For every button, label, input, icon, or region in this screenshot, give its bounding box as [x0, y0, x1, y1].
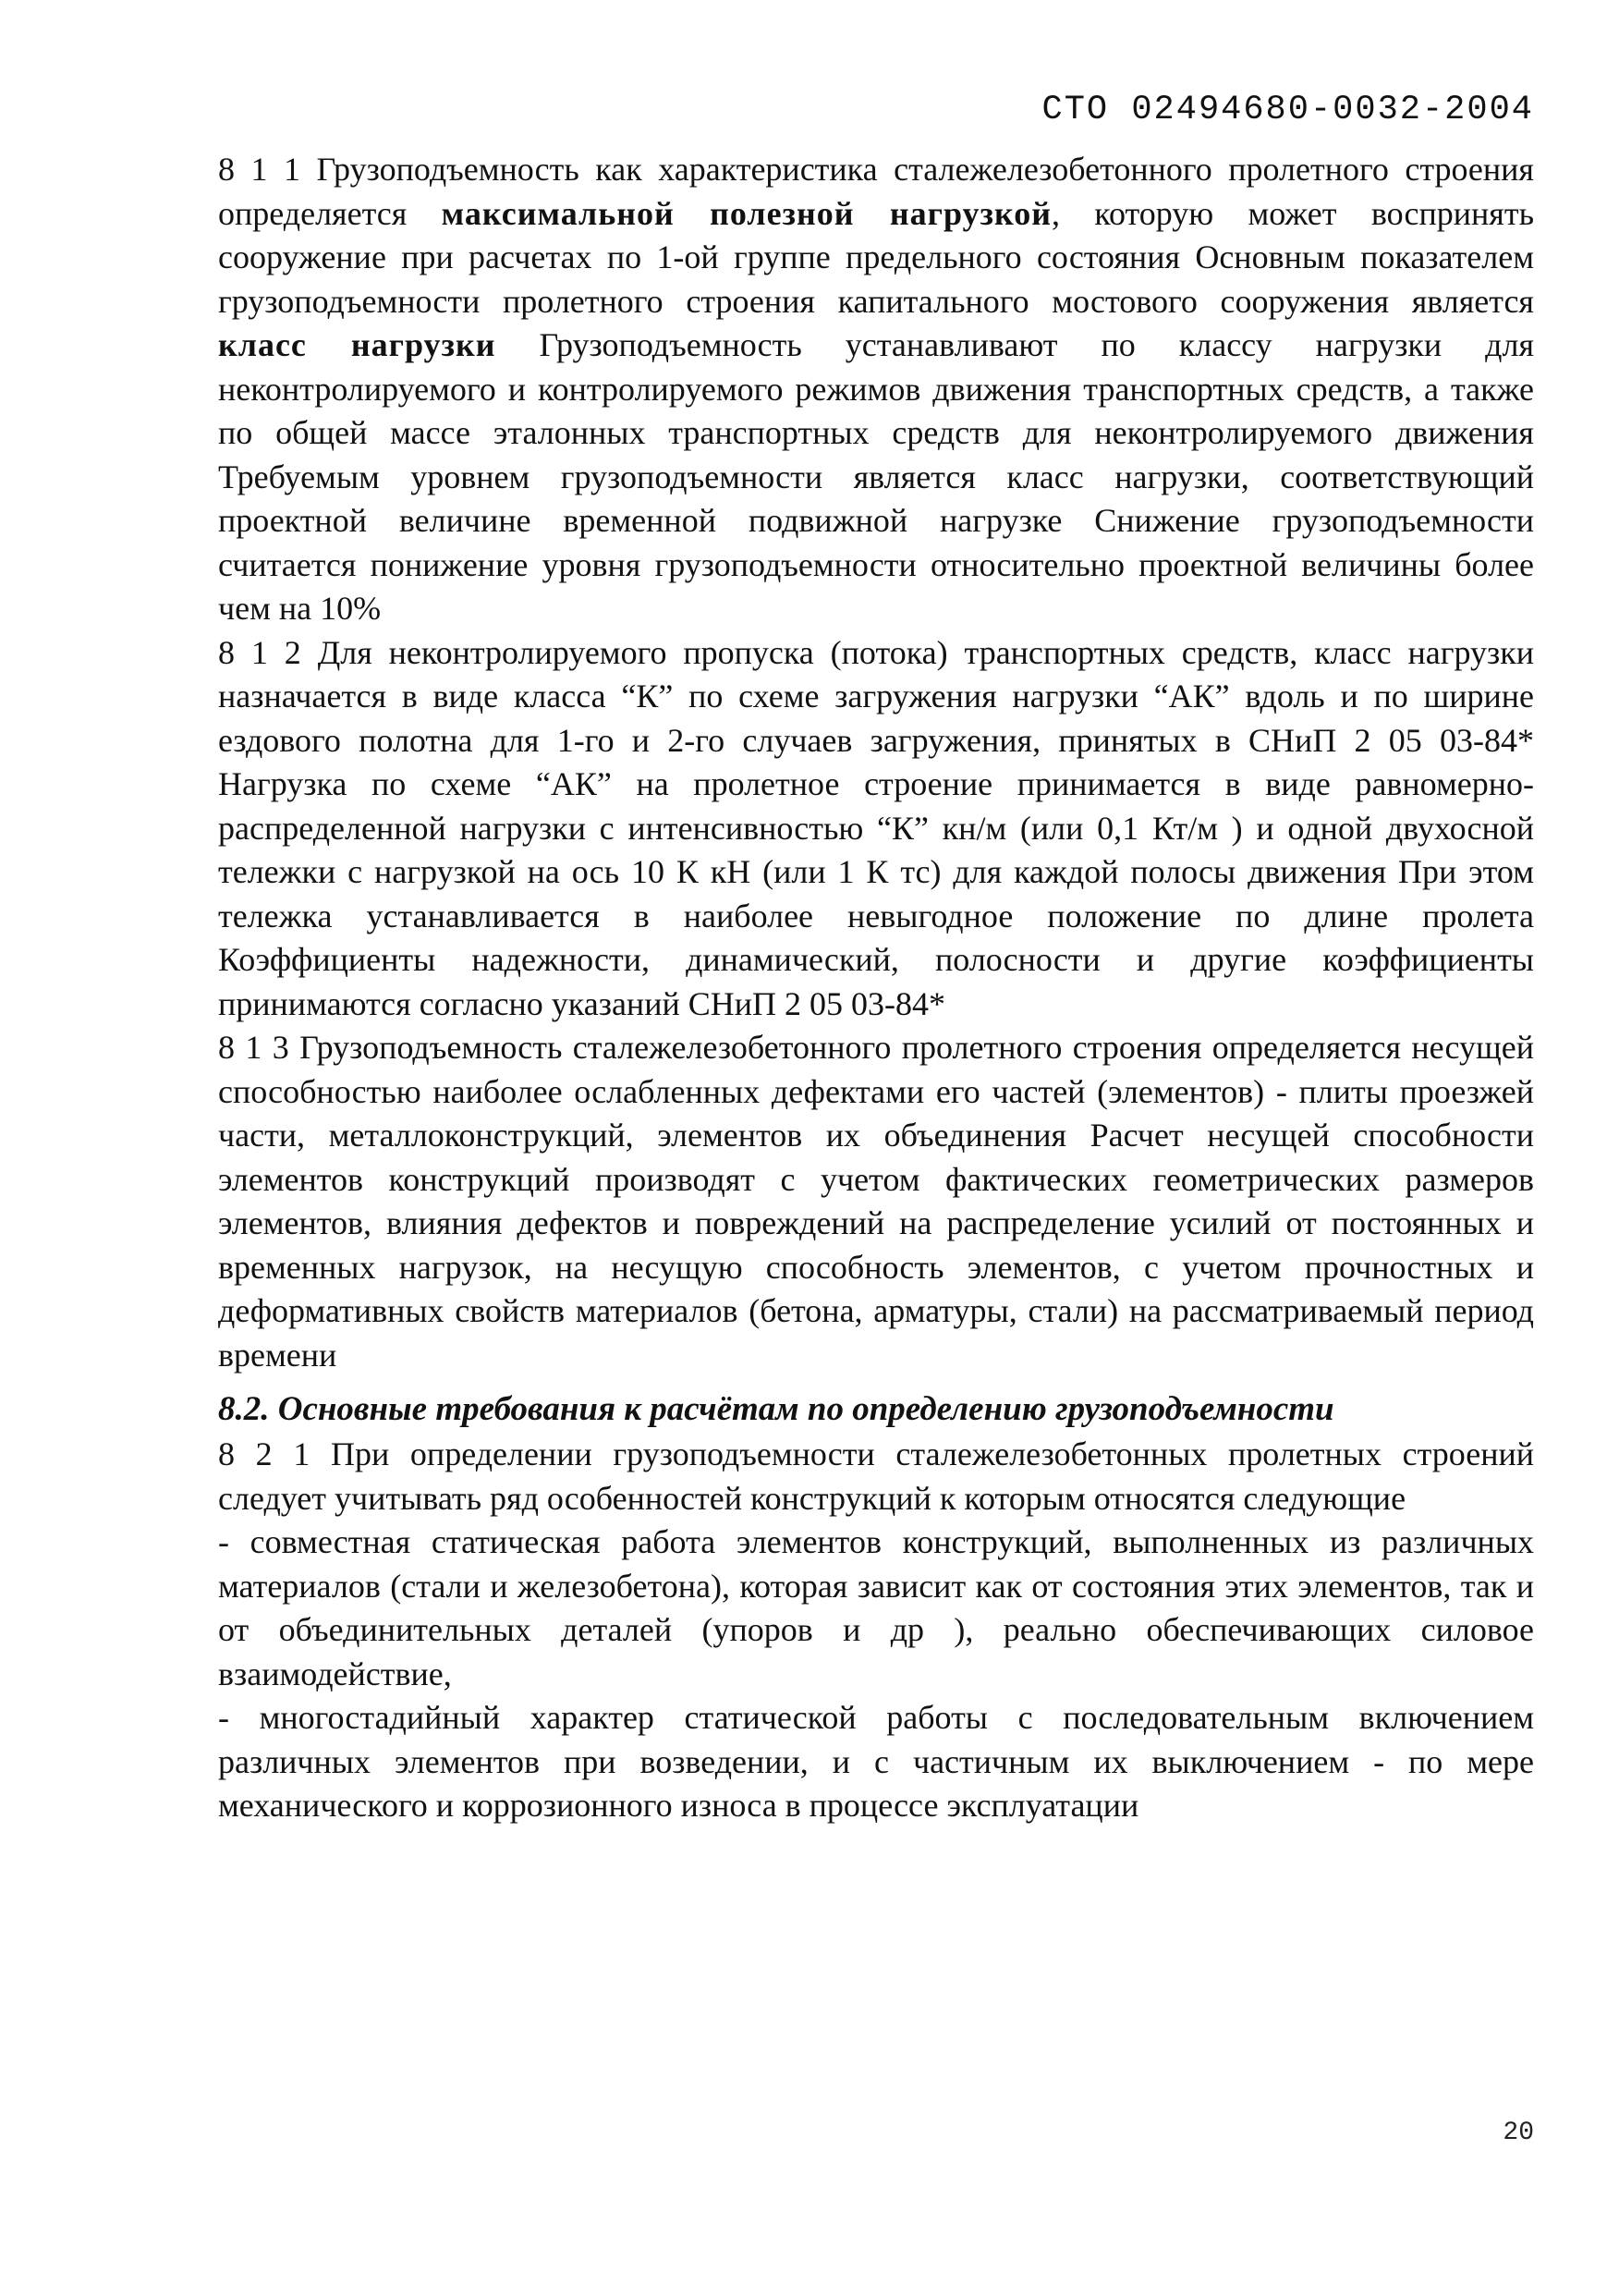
section-heading-8-2: 8.2. Основные требования к расчётам по определению грузоподъемности [218, 1390, 1334, 1428]
paragraph-8-1-1-text-middle: , которую может воспринять сооружение при расчетах по 1-ой группе предельного состояния Основным показателем грузоподъемности пролетного строения капитального мостового сооружения является [218, 194, 1534, 320]
paragraph-8-1-3: 8 1 3 Грузоподъемность сталежелезобетонного пролетного строения определяется несущей способностью наиболее ослабленных дефектами его частей (элементов) - плиты проезжей части, металлоконструкций, элементов их объединения Расчет несущей способности элементов конструкций производят с учетом фактических геометрических размеров элементов, влияния дефектов и повреждений на распределение усилий от постоянных и временных нагрузок, на несущую способность элементов, с учетом прочностных и деформативных свойств материалов (бетона, арматуры, стали) на рассматриваемый период времени [218, 1029, 1534, 1374]
paragraph-8-1-1-text-end: Грузоподъемность устанавливают по классу нагрузки для неконтролируемого и контролируемого режимов движения транспортных средств, а также по общей массе эталонных транспортных средств для неконтролируемого движения Требуемым уровнем грузоподъемности является класс нагрузки, соответствующий проектной величине временной подвижной нагрузке Снижение грузоподъемности считается понижение уровня грузоподъемности относительно проектной величины более чем на 10% [218, 326, 1535, 627]
list-item-joint-static-work: - совместная статическая работа элементов конструкций, выполненных из различных материалов (стали и железобетона), которая зависит как от состояния этих элементов, так и от объединительных деталей (упоров и др ), реально обеспечивающих силовое взаимодействие, [218, 1523, 1534, 1692]
paragraph-8-1-1 [218, 148, 1534, 631]
page-number: 20 [1503, 2119, 1534, 2147]
paragraph-8-1-2: 8 1 2 Для неконтролируемого пропуска (потока) транспортных средств, класс нагрузки назначается в виде класса “К” по схеме загружения нагрузки “АК” вдоль и по ширине ездового полотна для 1-го и 2-го случаев загружения, принятых в СНиП 2 05 03-84* Нагрузка по схеме “АК” на пролетное строение принимается в виде равномерно-распределенной нагрузки с интенсивностью “К” кн/м (или 0,1 Кт/м ) и одной двухосной тележки с нагрузкой на ось 10 К кН (или 1 К тс) для каждой полосы движения При этом тележка устанавливается в наиболее невыгодное положение по длине пролета Коэффициенты надежности, динамический, полосности и другие коэффициенты принимаются согласно указаний СНиП 2 05 03-84* [218, 633, 1534, 1022]
document-standard-code: СТО 02494680-0032-2004 [1041, 91, 1534, 129]
page-body [218, 148, 1534, 1828]
paragraph-8-1-1-text-start: 8 1 1 Грузоподъемность как характеристика сталежелезобетонного пролетного строения определяется [218, 151, 1534, 232]
list-item-multistage-work: - многостадийный характер статической работы с последовательным включением различных элементов при возведении, и с частичным их выключением - по мере механического и коррозионного износа в процессе эксплуатации [218, 1699, 1534, 1824]
paragraph-8-2-1: 8 2 1 При определении грузоподъемности сталежелезобетонных пролетных строений следует учитывать ряд особенностей конструкций к которым относятся следующие [218, 1435, 1534, 1517]
paragraph-8-1-1-emphasis-load-class: класс нагрузки [218, 326, 496, 363]
paragraph-8-1-1-emphasis-max-load: максимальной полезной нагрузкой [441, 194, 1052, 232]
